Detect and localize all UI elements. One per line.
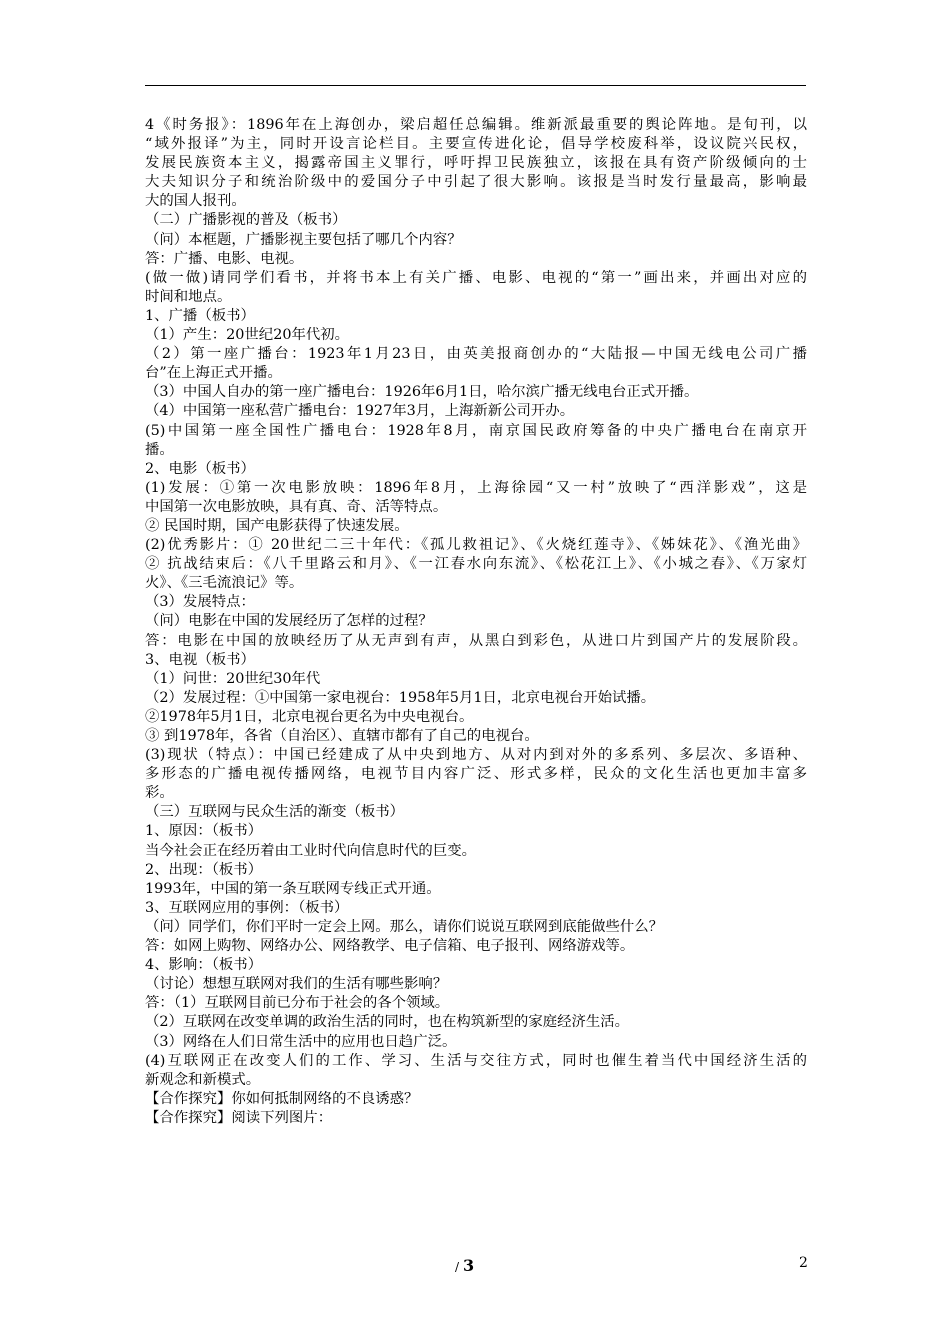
text-line: 3、电视（板书） [145,651,255,668]
text-line: （二）广播影视的普及（板书） [145,212,347,229]
document-body [145,116,807,1128]
text-line: 【合作探究】阅读下列图片： [145,1109,333,1126]
text-line: 1、广播（板书） [145,307,255,324]
text-line: 答：广播、电影、电视。 [145,250,304,267]
text-line: ② 抗战结束后：《八千里路云和月》、《一江春水向东流》、《松花江上》、《小城之春》、《万家灯 [145,556,807,573]
text-line: （2）第一座广播台：1923年1月23日，由英美报商创办的“大陆报—中国无线电公司广播 [145,346,807,363]
text-line: （讨论）想想互联网对我们的生活有哪些影响？ [145,976,448,993]
text-line: 3、互联网应用的事例：（板书） [145,899,349,916]
text-line: (3)现状（特点）：中国已经建成了从中央到地方、从对内到对外的多系列、多层次、多语种、 [145,747,807,764]
text-line: （3）中国人自办的第一座广播电台：1926年6月1日，哈尔滨广播无线电台正式开播。 [145,384,699,401]
page-number: 2 [799,1255,808,1271]
text-line: （2）互联网在改变单调的政治生活的同时，也在构筑新型的家庭经济生活。 [145,1014,630,1031]
text-line: 发展民族资本主义，揭露帝国主义罪行，呼吁捍卫民族独立，该报在具有资产阶级倾向的士 [145,155,807,172]
text-line: （4）中国第一座私营广播电台：1927年3月，上海新新公司开办。 [145,403,575,420]
text-line: （问）电影在中国的发展经历了怎样的过程？ [145,613,433,630]
text-line: ②1978年5月1日，北京电视台更名为中央电视台。 [145,708,474,725]
text-line: （2）发展过程：①中国第一家电视台：1958年5月1日，北京电视台开始试播。 [145,689,656,706]
text-line: 大夫知识分子和统治阶级中的爱国分子中引起了很大影响。该报是当时发行量最高，影响最 [145,174,807,191]
text-line: （问）本框题，广播影视主要包括了哪几个内容？ [145,231,462,248]
text-line: 答：电影在中国的放映经历了从无声到有声，从黑白到彩色，从进口片到国产片的发展阶段。 [145,632,807,649]
text-line: 答：如网上购物、网络办公、网络教学、电子信箱、电子报刊、网络游戏等。 [145,938,635,955]
text-line: (做一做)请同学们看书，并将书本上有关广播、电影、电视的“第一”画出来，并画出对应的 [145,269,807,286]
text-line: 新观念和新模式。 [145,1071,261,1088]
text-line: ② 民国时期，国产电影获得了快速发展。 [145,517,409,534]
header-rule [145,85,806,86]
text-line: 4、影响：（板书） [145,957,263,974]
text-line: （3）网络在人们日常生活中的应用也日趋广泛。 [145,1033,457,1050]
text-line: 2、出现：（板书） [145,861,263,878]
text-line: 播。 [145,441,174,458]
text-line: 4《时务报》：1896年在上海创办，梁启超任总编辑。维新派最重要的舆论阵地。是旬刊，以 [145,117,807,133]
text-line: 火》、《三毛流浪记》等。 [145,575,304,592]
text-line: （问）同学们，你们平时一定会上网。那么，请你们说说互联网到底能做些什么？ [145,918,664,935]
text-line: （3）发展特点： [145,594,255,611]
text-line: (1)发展：①第一次电影放映：1896年8月，上海徐园“又一村”放映了“西洋影戏”，这是 [145,479,807,496]
text-line: (4)互联网正在改变人们的工作、学习、生活与交往方式，同时也催生着当代中国经济生活的 [145,1052,807,1069]
text-line: 大的国人报刊。 [145,193,246,210]
total-pages: 3 [463,1256,475,1275]
text-line: 答：（1）互联网目前已分布于社会的各个领域。 [145,995,450,1012]
text-line: 1、原因：（板书） [145,823,263,840]
text-line: 2、电影（板书） [145,460,255,477]
text-line: （1）问世：20世纪30年代 [145,670,321,687]
text-line: 彩。 [145,785,174,802]
text-line: （三）互联网与民众生活的渐变（板书） [145,804,405,821]
text-line: 当今社会正在经历着由工业时代向信息时代的巨变。 [145,842,476,859]
page-indicator [455,1256,474,1275]
text-line: （1）产生：20世纪20年代初。 [145,327,350,344]
text-line: (2)优秀影片：① 20世纪二三十年代：《孤儿救祖记》、《火烧红莲寺》、《姊妹花》、《渔光曲》 [145,537,807,554]
text-line: 中国第一次电影放映，具有真、奇、活等特点。 [145,498,448,515]
text-line: “域外报译”为主，同时开设言论栏目。主要宣传进化论，倡导学校废科举，设议院兴民权， [145,136,807,153]
text-line: ③ 到1978年，各省（自治区）、直辖市都有了自己的电视台。 [145,728,539,744]
text-line: (5)中国第一座全国性广播电台：1928年8月，南京国民政府筹备的中央广播电台在南京开 [145,422,807,439]
page-slash: / [455,1260,460,1274]
text-line: 多形态的广播电视传播网络，电视节目内容广泛、形式多样，民众的文化生活也更加丰富多 [145,766,807,783]
text-line: 【合作探究】你如何抵制网络的不良诱惑？ [145,1090,419,1107]
text-line: 时间和地点。 [145,288,232,305]
text-line: 1993年，中国的第一条互联网专线正式开通。 [145,880,441,897]
text-line: 台”在上海正式开播。 [145,365,282,382]
